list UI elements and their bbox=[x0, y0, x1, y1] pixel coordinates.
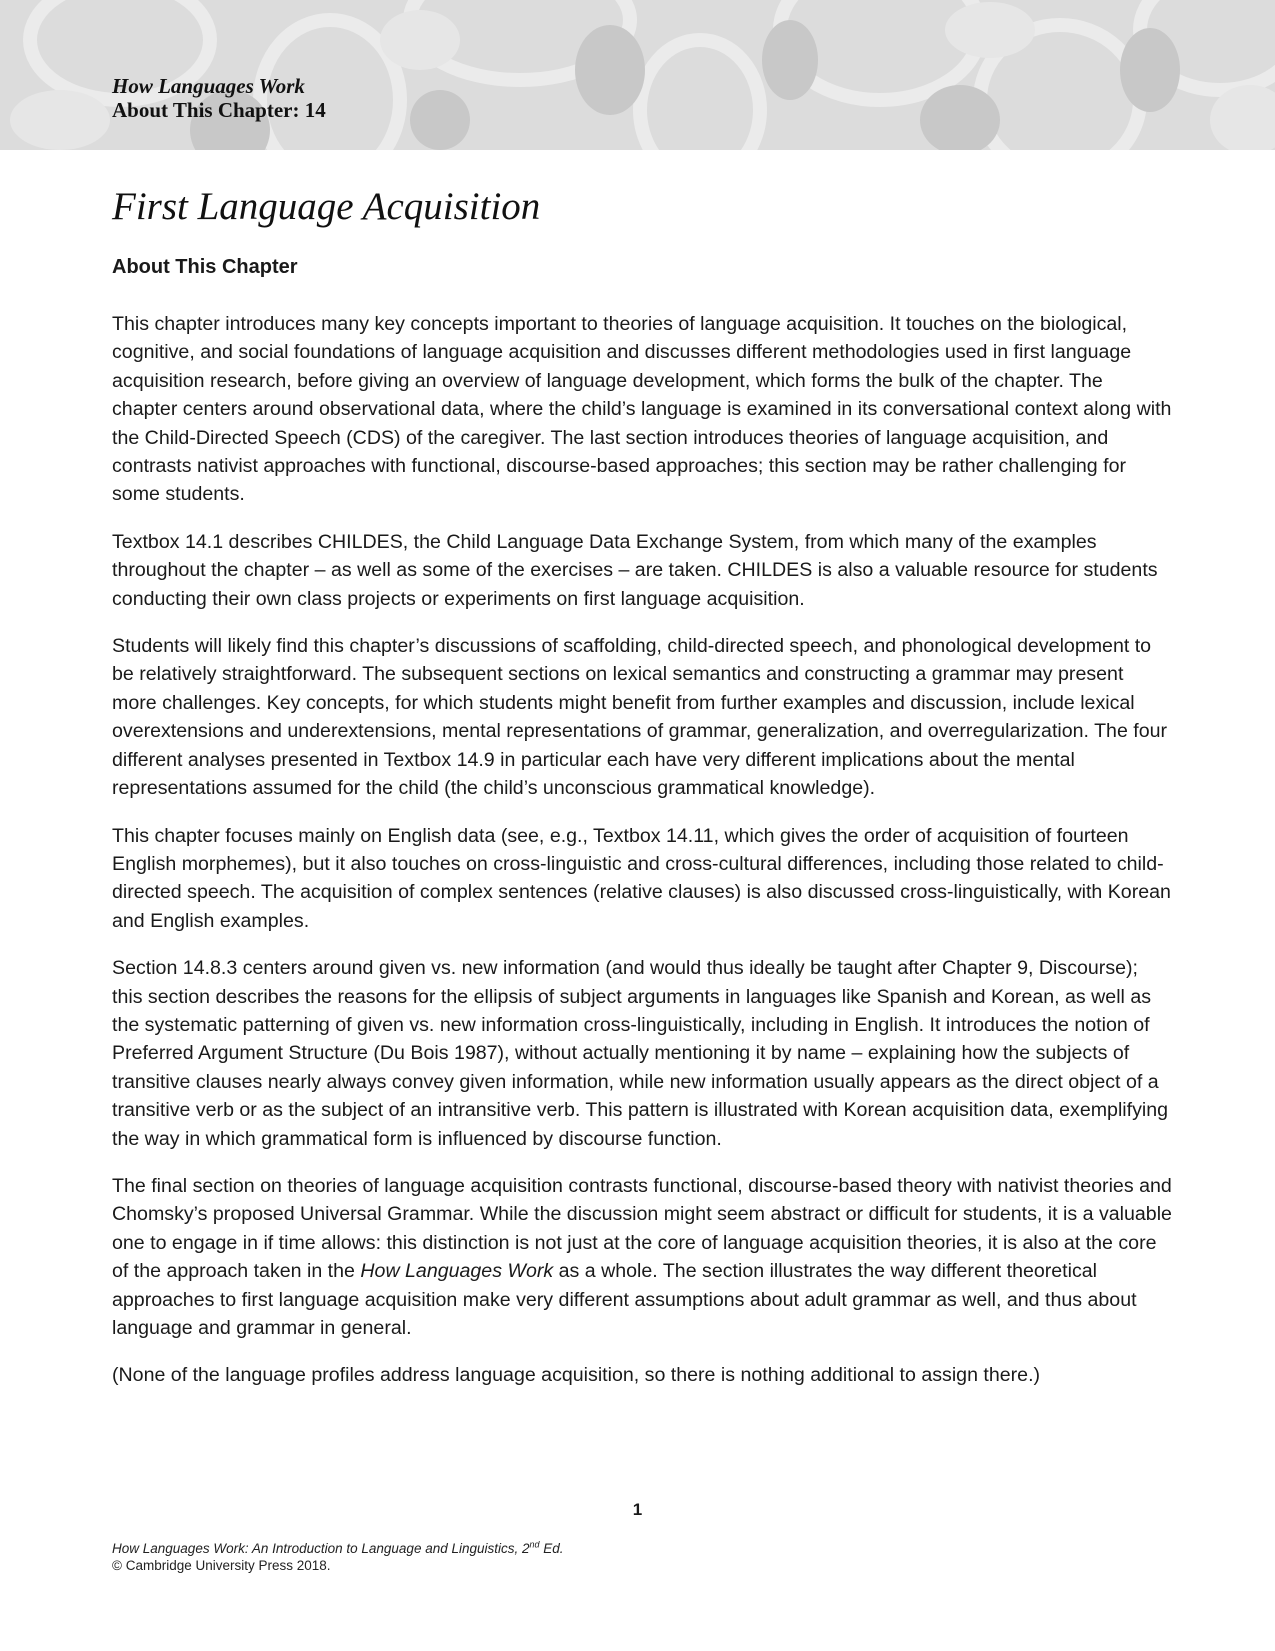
paragraph: This chapter focuses mainly on English data (see, e.g., Textbox 14.11, which gives the order of acquisition of fourteen English morphemes), but it also touches on cross-linguistic and cross-cultural differences, including those related to child-directed speech. The acquisition of complex sentences (relative clauses) is also discussed cross-linguistically, with Korean and English examples. bbox=[112, 824, 1171, 932]
chapter-label: About This Chapter: 14 bbox=[112, 98, 326, 122]
body-text bbox=[112, 310, 1172, 1409]
section-heading: About This Chapter bbox=[112, 256, 298, 278]
header-banner bbox=[0, 0, 1275, 150]
running-header bbox=[112, 74, 326, 122]
paragraph-closing: (None of the language profiles address language acquisition, so there is nothing additional to assign there.) bbox=[112, 1364, 1041, 1387]
paragraph-text: as a whole. The section illustrates the way different theoretical approaches to first language acquisition make very different assumptions about adult grammar as well, and thus about language and grammar in general. bbox=[112, 1260, 1137, 1339]
footer-book-title: How Languages Work: An Introduction to Language and Linguistics, 2nd Ed. bbox=[112, 1539, 564, 1556]
paragraph-text: The final section on theories of language acquisition contrasts functional, discourse-based theory with nativist theories and Chomsky’s proposed Universal Grammar. While the discussion might seem abstract or difficult for students, it is a valuable one to engage in if time allows: this distinction is not just at the core of language acquisition theories, it is also at the core of the approach taken in the bbox=[112, 1174, 1172, 1283]
edition-superscript: nd bbox=[529, 1539, 540, 1550]
series-title: How Languages Work bbox=[112, 74, 305, 98]
book-title-italic: How Languages Work bbox=[360, 1260, 554, 1283]
paragraph: This chapter introduces many key concepts important to theories of language acquisition. It touches on the biological, cognitive, and social foundations of language acquisition and discusses different methodologies used in first language acquisition research, before giving an overview of language development, which forms the bulk of the chapter. The chapter centers around observational data, where the child’s language is examined in its conversational context along with the Child-Directed Speech (CDS) of the caregiver. The last section introduces theories of language acquisition, and contrasts nativist approaches with functional, discourse-based approaches; this section may be rather challenging for some students. bbox=[112, 313, 1172, 506]
paragraph-final-section bbox=[112, 1172, 1172, 1342]
footer bbox=[112, 1540, 564, 1574]
page-number: 1 bbox=[632, 1500, 643, 1519]
footer-copyright: © Cambridge University Press 2018. bbox=[112, 1558, 331, 1573]
paragraph: Students will likely find this chapter’s discussions of scaffolding, child-directed speech, and phonological development to be relatively straightforward. The subsequent sections on lexical semantics and constructing a grammar may present more challenges. Key concepts, for which students might benefit from further examples and discussion, include lexical overextensions and underextensions, mental representations of grammar, generalization, and overregularization. The four different analyses presented in Textbox 14.9 in particular each have very different implications about the mental representations assumed for the child (the child’s unconscious grammatical knowledge). bbox=[112, 635, 1168, 800]
paragraph: Section 14.8.3 centers around given vs. new information (and would thus ideally be taught after Chapter 9, Discourse); this section describes the reasons for the ellipsis of subject arguments in languages like Spanish and Korean, as well as the systematic patterning of given vs. new information cross-linguistically, including in English. It introduces the notion of Preferred Argument Structure (Du Bois 1987), without actually mentioning it by name – explaining how the subjects of transitive clauses nearly always convey given information, while new information usually appears as the direct object of a transitive verb or as the subject of an intransitive verb. This pattern is illustrated with Korean acquisition data, exemplifying the way in which grammatical form is influenced by discourse function. bbox=[112, 957, 1169, 1150]
paragraph: Textbox 14.1 describes CHILDES, the Child Language Data Exchange System, from which many of the examples throughout the chapter – as well as some of the exercises – are taken. CHILDES is also a valuable resource for students conducting their own class projects or experiments on first language acquisition. bbox=[112, 530, 1158, 610]
chapter-title: First Language Acquisition bbox=[112, 185, 541, 228]
